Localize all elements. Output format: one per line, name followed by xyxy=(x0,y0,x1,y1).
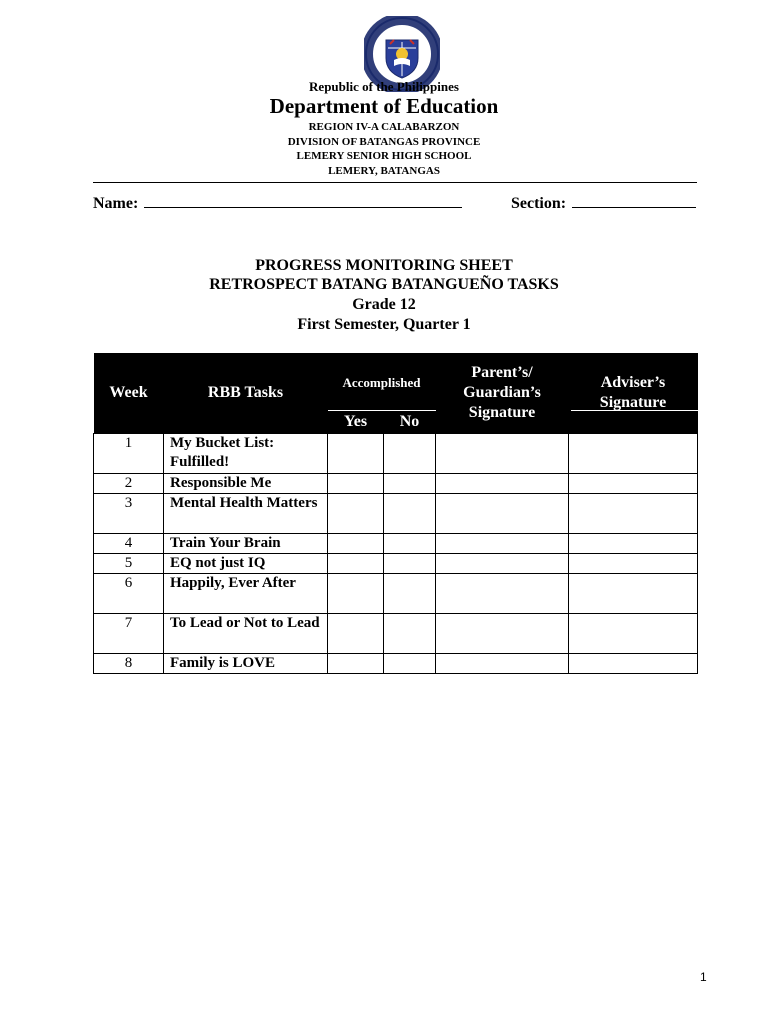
adviser-header-line1: Adviser’s xyxy=(600,374,666,391)
parent-header-line1: Parent’s/ xyxy=(471,364,533,381)
yes-cell[interactable] xyxy=(328,434,384,474)
task-cell: Mental Health Matters xyxy=(164,494,328,534)
no-cell[interactable] xyxy=(384,654,436,674)
parent-signature-cell[interactable] xyxy=(436,474,569,494)
task-cell: To Lead or Not to Lead xyxy=(164,614,328,654)
name-label: Name: xyxy=(93,195,139,212)
no-cell[interactable] xyxy=(384,614,436,654)
accomplished-header xyxy=(328,353,436,434)
semester-label: First Semester, Quarter 1 xyxy=(297,316,471,333)
week-cell: 8 xyxy=(94,654,164,674)
week-cell: 1 xyxy=(94,434,164,474)
adviser-signature-cell[interactable] xyxy=(569,574,698,614)
adviser-signature-cell[interactable] xyxy=(569,654,698,674)
parent-header-line3: Signature xyxy=(468,404,536,421)
adviser-signature-cell[interactable] xyxy=(569,554,698,574)
table-row xyxy=(94,534,698,554)
tasks-header: RBB Tasks xyxy=(164,353,328,434)
task-cell: Family is LOVE xyxy=(164,654,328,674)
town-label: LEMERY, BATANGAS xyxy=(328,165,440,177)
parent-header-line2: Guardian’s xyxy=(463,384,541,401)
section-label: Section: xyxy=(511,195,567,212)
school-label: LEMERY SENIOR HIGH SCHOOL xyxy=(296,150,472,162)
adviser-signature-cell[interactable] xyxy=(569,474,698,494)
task-cell: Responsible Me xyxy=(164,474,328,494)
adviser-signature-cell[interactable] xyxy=(569,494,698,534)
task-cell: Train Your Brain xyxy=(164,534,328,554)
task-cell: My Bucket List: Fulfilled! xyxy=(164,434,328,474)
adviser-signature-header xyxy=(569,353,698,434)
adviser-header-line2: Signature xyxy=(599,394,667,411)
week-cell: 5 xyxy=(94,554,164,574)
week-cell: 2 xyxy=(94,474,164,494)
week-header: Week xyxy=(94,353,164,434)
adviser-signature-cell[interactable] xyxy=(569,434,698,474)
tasks-table xyxy=(93,353,698,674)
republic-label: Republic of the Philippines xyxy=(309,79,459,94)
parent-signature-cell[interactable] xyxy=(436,494,569,534)
week-cell: 6 xyxy=(94,574,164,614)
parent-signature-cell[interactable] xyxy=(436,554,569,574)
sheet-subtitle: RETROSPECT BATANG BATANGUEÑO TASKS xyxy=(209,276,559,293)
table-row xyxy=(94,434,698,474)
section-blank-line[interactable] xyxy=(572,192,696,208)
yes-cell[interactable] xyxy=(328,574,384,614)
sheet-title: PROGRESS MONITORING SHEET xyxy=(255,257,513,274)
header-divider xyxy=(93,182,697,183)
table-row xyxy=(94,614,698,654)
yes-cell[interactable] xyxy=(328,494,384,534)
yes-cell[interactable] xyxy=(328,554,384,574)
parent-signature-header xyxy=(436,353,569,434)
parent-signature-cell[interactable] xyxy=(436,574,569,614)
department-title: Department of Education xyxy=(269,94,499,118)
page-number: 1 xyxy=(700,970,707,984)
table-row xyxy=(94,494,698,534)
yes-cell[interactable] xyxy=(328,614,384,654)
parent-signature-cell[interactable] xyxy=(436,434,569,474)
grade-label: Grade 12 xyxy=(352,296,416,313)
parent-signature-cell[interactable] xyxy=(436,534,569,554)
week-cell: 4 xyxy=(94,534,164,554)
yes-cell[interactable] xyxy=(328,474,384,494)
parent-signature-cell[interactable] xyxy=(436,614,569,654)
name-blank-line[interactable] xyxy=(144,192,462,208)
parent-signature-cell[interactable] xyxy=(436,654,569,674)
region-label: REGION IV-A CALABARZON xyxy=(308,121,460,133)
no-cell[interactable] xyxy=(384,534,436,554)
table-row xyxy=(94,474,698,494)
accomplished-label: Accomplished xyxy=(342,375,421,390)
no-cell[interactable] xyxy=(384,494,436,534)
task-cell: Happily, Ever After xyxy=(164,574,328,614)
table-row xyxy=(94,574,698,614)
no-header: No xyxy=(399,413,420,430)
no-cell[interactable] xyxy=(384,554,436,574)
adviser-signature-cell[interactable] xyxy=(569,614,698,654)
no-cell[interactable] xyxy=(384,474,436,494)
week-cell: 3 xyxy=(94,494,164,534)
section-field[interactable] xyxy=(511,192,696,213)
yes-cell[interactable] xyxy=(328,534,384,554)
adviser-signature-cell[interactable] xyxy=(569,534,698,554)
no-cell[interactable] xyxy=(384,434,436,474)
table-row xyxy=(94,554,698,574)
no-cell[interactable] xyxy=(384,574,436,614)
name-field[interactable] xyxy=(93,192,462,213)
yes-header: Yes xyxy=(343,413,368,430)
yes-cell[interactable] xyxy=(328,654,384,674)
task-cell: EQ not just IQ xyxy=(164,554,328,574)
division-label: DIVISION OF BATANGAS PROVINCE xyxy=(287,136,481,148)
table-row xyxy=(94,654,698,674)
week-cell: 7 xyxy=(94,614,164,654)
